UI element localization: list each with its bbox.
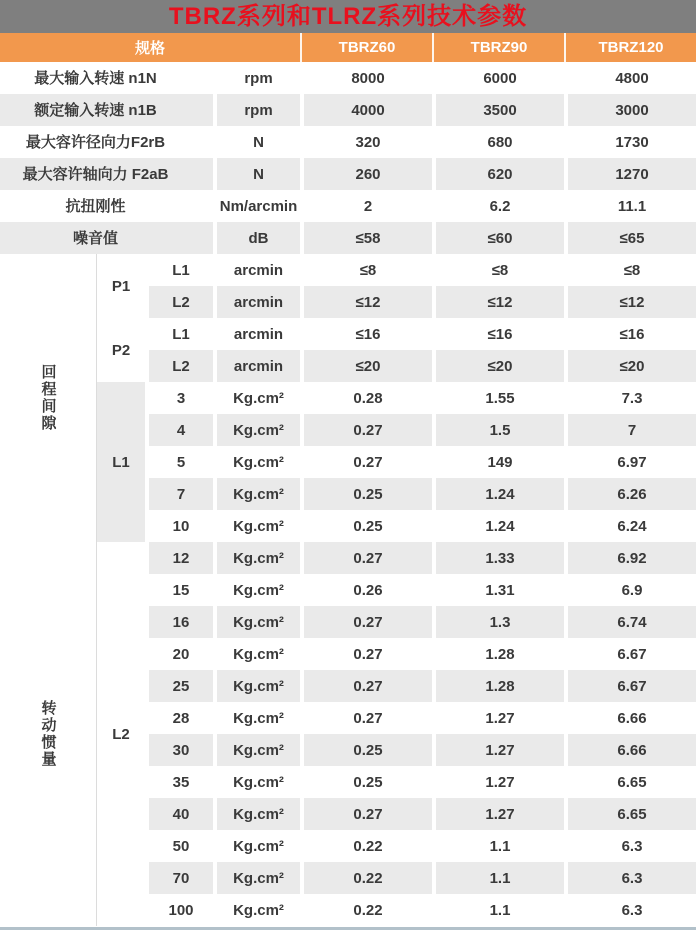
value-cell: 8000: [300, 62, 432, 94]
title-bar: [0, 0, 696, 33]
value-cell: ≤8: [432, 254, 564, 286]
value-cell: 1.33: [432, 542, 564, 574]
spec-row-label: 抗扭刚性: [0, 190, 213, 222]
ratio-cell: 28: [145, 702, 213, 734]
value-cell: 1.5: [432, 414, 564, 446]
value-cell: 1.27: [432, 702, 564, 734]
ratio-cell: 35: [145, 766, 213, 798]
unit-cell: Kg.cm²: [213, 510, 300, 542]
unit-cell: Kg.cm²: [213, 606, 300, 638]
stage-cell: L2: [145, 286, 213, 318]
value-cell: 0.27: [300, 414, 432, 446]
unit-cell: Nm/arcmin: [213, 190, 300, 222]
model-header-tbrz60: TBRZ60: [300, 33, 432, 62]
unit-cell: arcmin: [213, 318, 300, 350]
value-cell: 620: [432, 158, 564, 190]
value-cell: 0.27: [300, 638, 432, 670]
ratio-cell: 50: [145, 830, 213, 862]
precision-class-cell: P1: [97, 254, 145, 318]
value-cell: 1.1: [432, 894, 564, 926]
spec-row-label: 噪音值: [0, 222, 213, 254]
value-cell: ≤58: [300, 222, 432, 254]
ratio-cell: 20: [145, 638, 213, 670]
value-cell: ≤12: [300, 286, 432, 318]
ratio-cell: 100: [145, 894, 213, 926]
stage-group-cell: L1: [97, 382, 145, 542]
value-cell: 6.65: [564, 766, 696, 798]
value-cell: 1.27: [432, 798, 564, 830]
value-cell: 149: [432, 446, 564, 478]
unit-cell: Kg.cm²: [213, 830, 300, 862]
value-cell: ≤60: [432, 222, 564, 254]
value-cell: 3500: [432, 94, 564, 126]
unit-cell: Kg.cm²: [213, 382, 300, 414]
value-cell: 680: [432, 126, 564, 158]
value-cell: 1.1: [432, 862, 564, 894]
value-cell: 1.27: [432, 766, 564, 798]
ratio-cell: 40: [145, 798, 213, 830]
value-cell: 1270: [564, 158, 696, 190]
ratio-cell: 3: [145, 382, 213, 414]
value-cell: 2: [300, 190, 432, 222]
unit-cell: Kg.cm²: [213, 478, 300, 510]
value-cell: 0.27: [300, 606, 432, 638]
value-cell: 7: [564, 414, 696, 446]
bottom-divider: [0, 926, 696, 930]
value-cell: 1.55: [432, 382, 564, 414]
unit-cell: Kg.cm²: [213, 766, 300, 798]
model-header-tbrz90: TBRZ90: [432, 33, 564, 62]
value-cell: ≤8: [564, 254, 696, 286]
value-cell: 1.3: [432, 606, 564, 638]
unit-cell: Kg.cm²: [213, 414, 300, 446]
value-cell: 4800: [564, 62, 696, 94]
group-label-backlash: 回程间隙: [0, 254, 97, 542]
value-cell: 6.97: [564, 446, 696, 478]
value-cell: 6.26: [564, 478, 696, 510]
value-cell: ≤16: [300, 318, 432, 350]
value-cell: 0.27: [300, 670, 432, 702]
stage-cell: L2: [145, 350, 213, 382]
value-cell: 6.24: [564, 510, 696, 542]
value-cell: 0.27: [300, 446, 432, 478]
unit-cell: Kg.cm²: [213, 670, 300, 702]
ratio-cell: 15: [145, 574, 213, 606]
value-cell: ≤12: [432, 286, 564, 318]
value-cell: 0.27: [300, 702, 432, 734]
unit-cell: arcmin: [213, 254, 300, 286]
value-cell: 0.25: [300, 734, 432, 766]
table-body: [0, 62, 696, 926]
unit-cell: Kg.cm²: [213, 638, 300, 670]
value-cell: 1.28: [432, 638, 564, 670]
spec-row-label: 额定输入转速 n1B: [0, 94, 213, 126]
ratio-cell: 25: [145, 670, 213, 702]
value-cell: 0.27: [300, 798, 432, 830]
ratio-cell: 12: [145, 542, 213, 574]
unit-cell: Kg.cm²: [213, 702, 300, 734]
value-cell: ≤65: [564, 222, 696, 254]
value-cell: 0.27: [300, 542, 432, 574]
value-cell: 11.1: [564, 190, 696, 222]
unit-cell: Kg.cm²: [213, 862, 300, 894]
value-cell: 6.67: [564, 638, 696, 670]
value-cell: 1.31: [432, 574, 564, 606]
spec-column-header: 规格: [134, 40, 165, 57]
value-cell: 4000: [300, 94, 432, 126]
value-cell: 260: [300, 158, 432, 190]
value-cell: 6.3: [564, 830, 696, 862]
value-cell: ≤8: [300, 254, 432, 286]
value-cell: 1730: [564, 126, 696, 158]
group-label-inertia: 转动惯量: [0, 542, 97, 926]
value-cell: 6.9: [564, 574, 696, 606]
value-cell: 0.25: [300, 766, 432, 798]
unit-cell: Kg.cm²: [213, 894, 300, 926]
value-cell: 0.25: [300, 478, 432, 510]
value-cell: 1.24: [432, 510, 564, 542]
value-cell: 1.27: [432, 734, 564, 766]
value-cell: ≤12: [564, 286, 696, 318]
ratio-cell: 70: [145, 862, 213, 894]
value-cell: 6.2: [432, 190, 564, 222]
value-cell: 0.28: [300, 382, 432, 414]
value-cell: 1.1: [432, 830, 564, 862]
value-cell: 7.3: [564, 382, 696, 414]
unit-cell: rpm: [213, 62, 300, 94]
unit-cell: Kg.cm²: [213, 798, 300, 830]
value-cell: ≤20: [300, 350, 432, 382]
spec-row-label: 最大容许轴向力 F2aB: [0, 158, 213, 190]
unit-cell: rpm: [213, 94, 300, 126]
unit-cell: dB: [213, 222, 300, 254]
stage-cell: L1: [145, 318, 213, 350]
value-cell: 6.66: [564, 702, 696, 734]
stage-cell: L1: [145, 254, 213, 286]
ratio-cell: 7: [145, 478, 213, 510]
value-cell: 1.28: [432, 670, 564, 702]
unit-cell: arcmin: [213, 350, 300, 382]
spec-row-label: 最大容许径向力F2rB: [0, 126, 213, 158]
stage-group-cell: L2: [97, 542, 145, 926]
value-cell: 0.25: [300, 510, 432, 542]
ratio-cell: 5: [145, 446, 213, 478]
unit-cell: Kg.cm²: [213, 542, 300, 574]
value-cell: ≤20: [564, 350, 696, 382]
unit-cell: N: [213, 158, 300, 190]
value-cell: 6.65: [564, 798, 696, 830]
ratio-cell: 16: [145, 606, 213, 638]
value-cell: 6000: [432, 62, 564, 94]
value-cell: 320: [300, 126, 432, 158]
value-cell: ≤16: [432, 318, 564, 350]
ratio-cell: 10: [145, 510, 213, 542]
value-cell: 6.74: [564, 606, 696, 638]
value-cell: 1.24: [432, 478, 564, 510]
value-cell: ≤20: [432, 350, 564, 382]
ratio-cell: 4: [145, 414, 213, 446]
ratio-cell: 30: [145, 734, 213, 766]
value-cell: ≤16: [564, 318, 696, 350]
value-cell: 6.92: [564, 542, 696, 574]
value-cell: 6.67: [564, 670, 696, 702]
table-header-row: [0, 33, 696, 62]
unit-cell: N: [213, 126, 300, 158]
unit-cell: Kg.cm²: [213, 574, 300, 606]
spec-row-label: 最大输入转速 n1N: [0, 62, 213, 94]
value-cell: 0.26: [300, 574, 432, 606]
value-cell: 6.3: [564, 894, 696, 926]
precision-class-cell: P2: [97, 318, 145, 382]
unit-cell: arcmin: [213, 286, 300, 318]
page-title: TBRZ系列和TLRZ系列技术参数: [168, 2, 528, 30]
value-cell: 6.3: [564, 862, 696, 894]
unit-cell: Kg.cm²: [213, 734, 300, 766]
value-cell: 0.22: [300, 830, 432, 862]
value-cell: 3000: [564, 94, 696, 126]
unit-cell: Kg.cm²: [213, 446, 300, 478]
value-cell: 0.22: [300, 894, 432, 926]
value-cell: 0.22: [300, 862, 432, 894]
model-header-tbrz120: TBRZ120: [564, 33, 696, 62]
value-cell: 6.66: [564, 734, 696, 766]
